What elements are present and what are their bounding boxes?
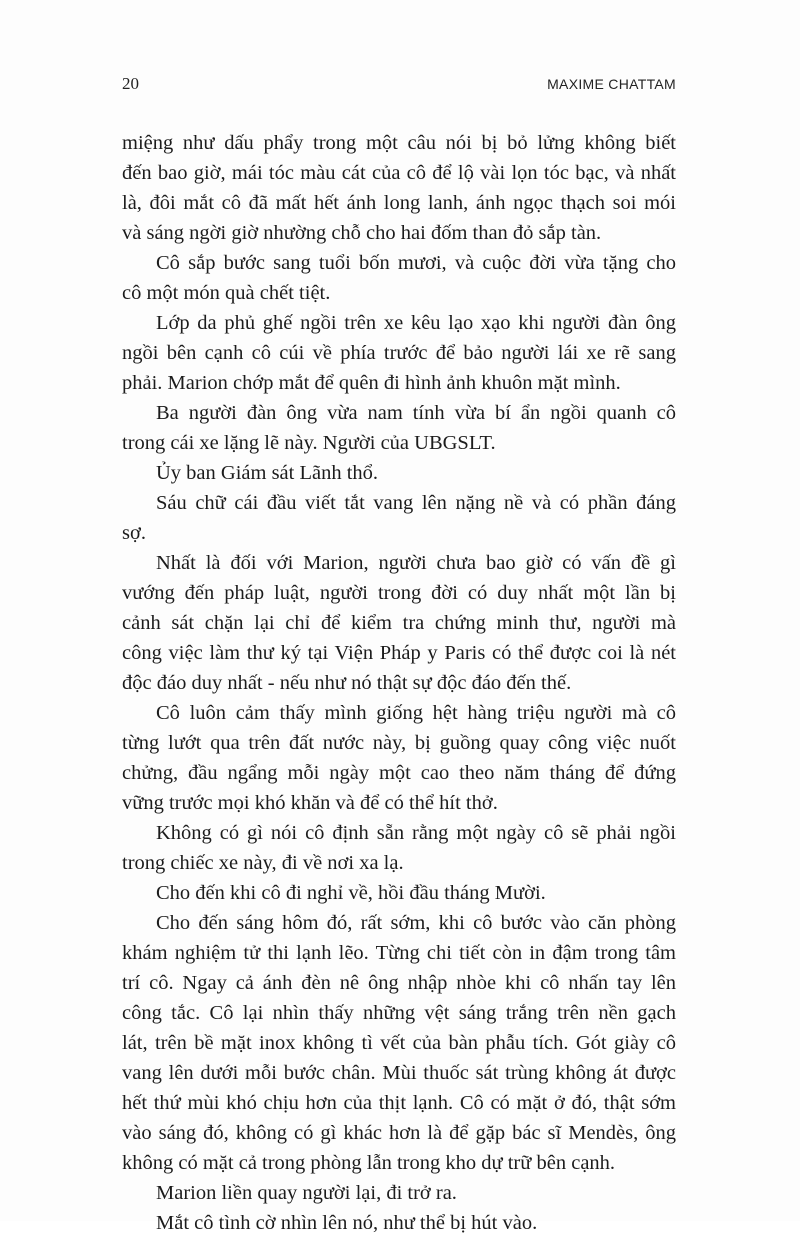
text-line: khám nghiệm tử thi lạnh lẽo. Từng chi tiết còn in đậm trong tâm <box>122 942 676 964</box>
text-line: từng lướt qua trên đất nước này, bị guồng quay công việc nuốt <box>122 732 676 754</box>
text-line: trong cái xe lặng lẽ này. Người của UBGSLT. <box>122 432 496 454</box>
text-line: Mắt cô tình cờ nhìn lên nó, như thể bị hút vào. <box>156 1212 538 1234</box>
text-line: và sáng ngời giờ nhường chỗ cho hai đốm than đỏ sắp tàn. <box>122 222 602 244</box>
text-line: độc đáo duy nhất - nếu như nó thật sự độc đáo đến thế. <box>122 672 572 694</box>
text-line: Ủy ban Giám sát Lãnh thổ. <box>156 462 379 484</box>
text-line: Ba người đàn ông vừa nam tính vừa bí ẩn ngồi quanh cô <box>156 402 676 424</box>
running-head-author: MAXIME CHATTAM <box>547 76 676 92</box>
text-line: cô một món quà chết tiệt. <box>122 282 331 304</box>
text-line: Cho đến khi cô đi nghỉ về, hồi đầu tháng Mười. <box>156 882 546 904</box>
text-line: vào sáng đó, không có gì khác hơn là để gặp bác sĩ Mendès, ông <box>122 1122 676 1144</box>
text-line: hết thứ mùi khó chịu hơn của thịt lạnh. Cô có mặt ở đó, thật sớm <box>122 1092 676 1114</box>
text-line: cảnh sát chặn lại chỉ để kiểm tra chứng minh thư, người mà <box>122 612 676 634</box>
text-line: Không có gì nói cô định sẵn rằng một ngày cô sẽ phải ngồi <box>156 822 676 844</box>
text-line: vững trước mọi khó khăn và để có thể hít thở. <box>122 792 498 814</box>
page-header <box>122 74 676 98</box>
text-line: Cô luôn cảm thấy mình giống hệt hàng triệu người mà cô <box>156 702 676 724</box>
text-line: Sáu chữ cái đầu viết tắt vang lên nặng nề và có phần đáng <box>156 492 676 514</box>
text-line: Cho đến sáng hôm đó, rất sớm, khi cô bước vào căn phòng <box>156 912 676 934</box>
text-line: Lớp da phủ ghế ngồi trên xe kêu lạo xạo khi người đàn ông <box>156 312 676 334</box>
text-line: Nhất là đối với Marion, người chưa bao giờ có vấn đề gì <box>156 552 676 574</box>
text-line: không có mặt cả trong phòng lẫn trong kho dự trữ bên cạnh. <box>122 1152 616 1174</box>
text-line: miệng như dấu phẩy trong một câu nói bị bỏ lửng không biết <box>122 132 676 154</box>
text-line: là, đôi mắt cô đã mất hết ánh long lanh, ánh ngọc thạch soi mói <box>122 192 676 214</box>
text-line: Cô sắp bước sang tuổi bốn mươi, và cuộc đời vừa tặng cho <box>156 252 676 274</box>
text-line: công việc làm thư ký tại Viện Pháp y Paris có thể được coi là nét <box>122 642 676 664</box>
text-line: trí cô. Ngay cả ánh đèn nê ông nhập nhòe khi cô nhấn tay lên <box>122 972 676 994</box>
text-line: công tắc. Cô lại nhìn thấy những vệt sáng trắng trên nền gạch <box>122 1002 676 1024</box>
text-line: phải. Marion chớp mắt để quên đi hình ảnh khuôn mặt mình. <box>122 372 621 394</box>
text-line: ngồi bên cạnh cô cúi về phía trước để bảo người lái xe rẽ sang <box>122 342 676 364</box>
text-line: vướng đến pháp luật, người trong đời có duy nhất một lần bị <box>122 582 676 604</box>
text-line: lát, trên bề mặt inox không tì vết của bàn phẫu tích. Gót giày cô <box>122 1032 676 1054</box>
text-line: đến bao giờ, mái tóc màu cát của cô để lộ vài lọn tóc bạc, và nhất <box>122 162 676 184</box>
text-line: Marion liền quay người lại, đi trở ra. <box>156 1182 457 1204</box>
text-line: vang lên dưới mỗi bước chân. Mùi thuốc sát trùng không át được <box>122 1062 676 1084</box>
text-line: sợ. <box>122 522 146 544</box>
body-text <box>122 128 676 1238</box>
page-number: 20 <box>122 74 139 93</box>
text-line: chửng, đầu ngẩng mỗi ngày một cao theo năm tháng để đứng <box>122 762 676 784</box>
text-line: trong chiếc xe này, đi về nơi xa lạ. <box>122 852 404 874</box>
